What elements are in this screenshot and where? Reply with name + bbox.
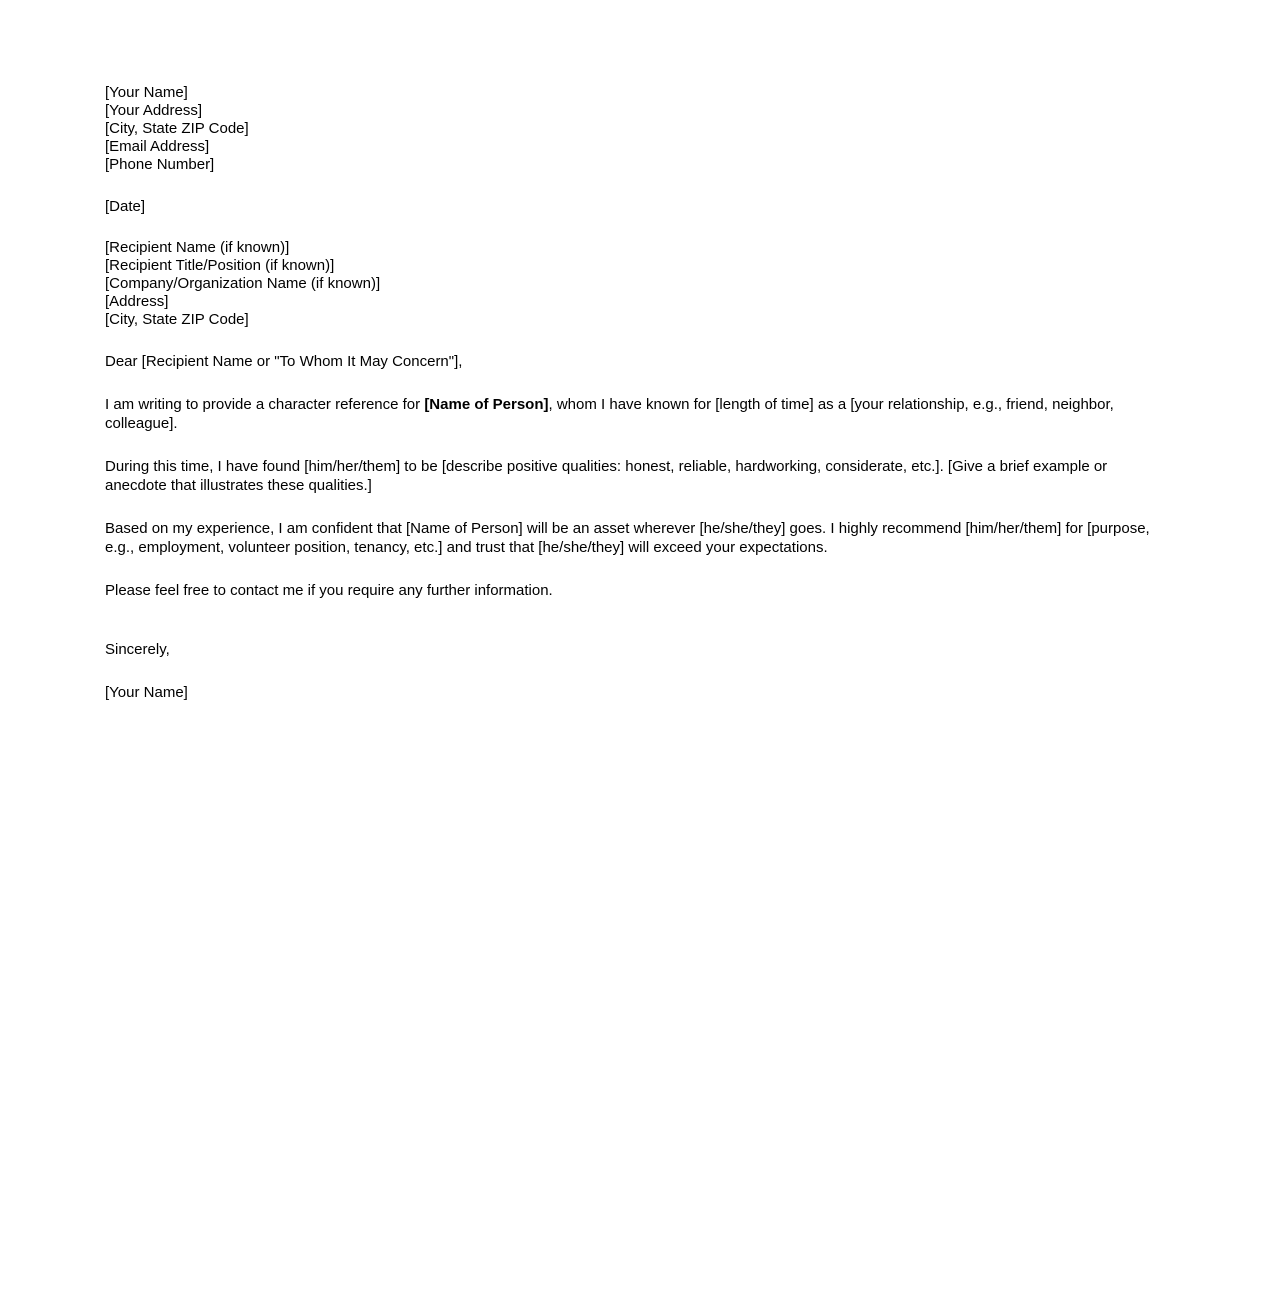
spacer-after-sign-off [105, 660, 1165, 683]
body-paragraph-3: Based on my experience, I am confident that [Name of Person] will be an asset wherever [he/she/they] goes. I highly recommend [him/her/them] for [purpose, e.g., employment, volunteer position, tenancy, etc.] and trust that [he/she/they] will exceed your expectations. [105, 519, 1150, 556]
spacer-after-paragraph-1 [105, 434, 1165, 457]
recipient-address-block [105, 239, 1165, 329]
sender-address-block [105, 84, 1165, 174]
closing-signature-name: [Your Name] [105, 683, 188, 701]
recipient-city-state-zip-line: [City, State ZIP Code] [105, 311, 249, 328]
paragraph-1-text-after-bold: , whom I have known for [length of time] as a [your relationship, e.g., friend, neighbor, colleague]. [105, 395, 1114, 432]
spacer-after-recipient [105, 329, 1165, 352]
sender-address-line: [Your Address] [105, 102, 203, 119]
spacer-after-paragraph-3 [105, 558, 1165, 581]
body-paragraph-2: During this time, I have found [him/her/them] to be [describe positive qualities: honest, reliable, hardworking, considerate, etc.]. [Give a brief example or anecdote that illustrates these qualities.] [105, 457, 1108, 494]
sender-phone-line: [Phone Number] [105, 156, 215, 173]
sender-name-line: [Your Name] [105, 84, 188, 101]
recipient-name-line: [Recipient Name (if known)] [105, 239, 290, 256]
spacer-after-date [105, 216, 1165, 239]
spacer-after-salutation [105, 372, 1165, 395]
closing-sign-off: Sincerely, [105, 641, 170, 658]
paragraph-1-text-before-bold: I am writing to provide a character reference for [105, 395, 425, 413]
spacer-after-paragraph-2 [105, 496, 1165, 519]
sender-city-state-zip-line: [City, State ZIP Code] [105, 120, 249, 137]
sender-email-line: [Email Address] [105, 138, 210, 155]
recipient-address-line: [Address] [105, 293, 169, 310]
recipient-company-line: [Company/Organization Name (if known)] [105, 275, 381, 292]
recipient-title-line: [Recipient Title/Position (if known)] [105, 257, 335, 274]
spacer-after-sender [105, 174, 1165, 198]
date-block [105, 198, 1165, 216]
body-paragraph-1 [105, 395, 1163, 434]
body-paragraph-4: Please feel free to contact me if you require any further information. [105, 581, 553, 599]
paragraph-1-person-name-emphasis: [Name of Person] [424, 395, 549, 413]
salutation-line: Dear [Recipient Name or "To Whom It May Concern"], [105, 353, 463, 370]
letter-body [105, 84, 1165, 702]
date-line: [Date] [105, 198, 146, 215]
spacer-before-closing [105, 600, 1165, 640]
